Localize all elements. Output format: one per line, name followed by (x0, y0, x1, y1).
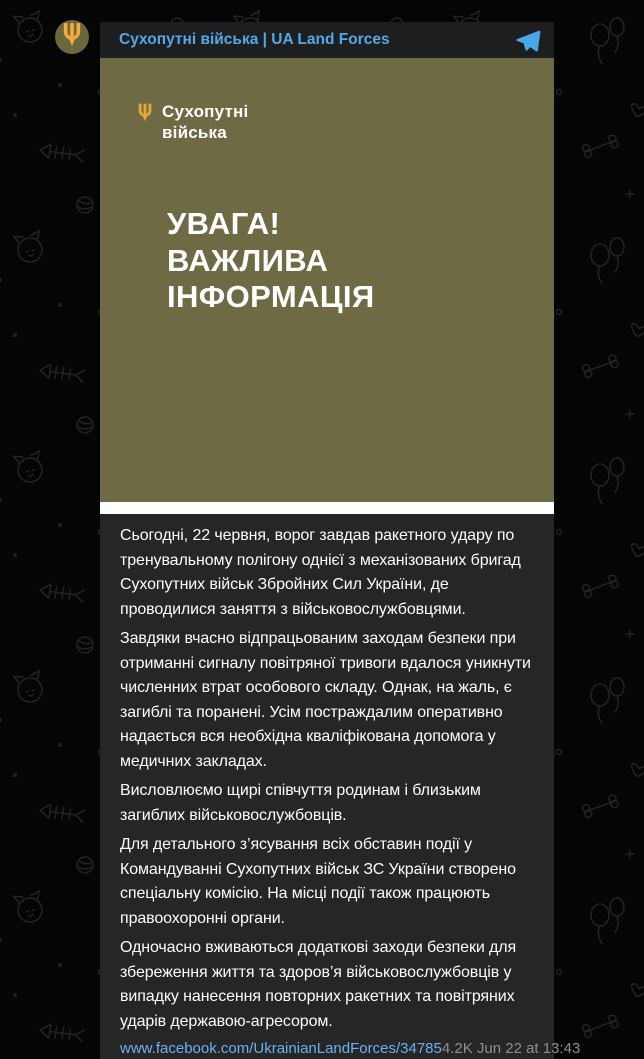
heading-line-2: ВАЖЛИВА (167, 242, 329, 278)
land-forces-logo (138, 101, 248, 143)
post-image[interactable] (100, 58, 554, 502)
message-paragraph: Висловлюємо щирі співчуття родинам і близьким загиблих військовослужбовців. (120, 782, 481, 824)
logo-line-1: Сухопутні (162, 102, 249, 121)
channel-avatar[interactable] (55, 20, 89, 54)
message-paragraph: Сьогодні, 22 червня, ворог завдав ракетного удару по тренувальному полігону однієї з механізованих бригад Сухопутних військ Збройних Сил України, де проводилися заняття з військовослужбовцями. (120, 527, 521, 618)
image-heading (167, 206, 375, 316)
heading-line-3: ІНФОРМАЦІЯ (167, 279, 375, 314)
logo-wordmark (162, 101, 248, 143)
message-paragraph: Для детального з’ясування всіх обставин події у Командуванні Сухопутних військ ЗС України створено спеціальну комісію. На місці події також працюють правоохоронні органи. (120, 836, 516, 927)
post-meta: 4.2K Jun 22 at 13:43 (441, 1040, 581, 1057)
trident-logo-icon (138, 101, 152, 127)
heading-line-1: УВАГА! (167, 206, 281, 241)
image-bottom-strip (100, 502, 554, 514)
telegram-post-card (100, 22, 581, 1057)
message-paragraph: Одночасно вживаються додаткові заходи безпеки для збереження життя та здоров’я військовослужбовців у випадку нанесення повторних ракетних та повітряних ударів державою-агресором. (120, 939, 517, 1030)
channel-title[interactable]: Сухопутні війська | UA Land Forces (119, 31, 390, 48)
message-footer (120, 1039, 581, 1059)
message-body (100, 514, 581, 1059)
facebook-link[interactable]: www.facebook.com/UkrainianLandForces/34785 (120, 1040, 442, 1057)
message-paragraph: Завдяки вчасно відпрацьованим заходам безпеки при отриманні сигналу повітряної тривоги вдалося уникнути численних втрат особового складу. Однак, на жаль, є загиблі та поранені. Усім постраждалим оперативно надається вся необхідна кваліфікована допомога у медичних закладах. (120, 630, 531, 770)
post-header (100, 22, 554, 58)
telegram-plane-icon[interactable] (511, 27, 541, 53)
logo-line-2: війська (162, 123, 227, 142)
trident-icon (63, 22, 81, 52)
